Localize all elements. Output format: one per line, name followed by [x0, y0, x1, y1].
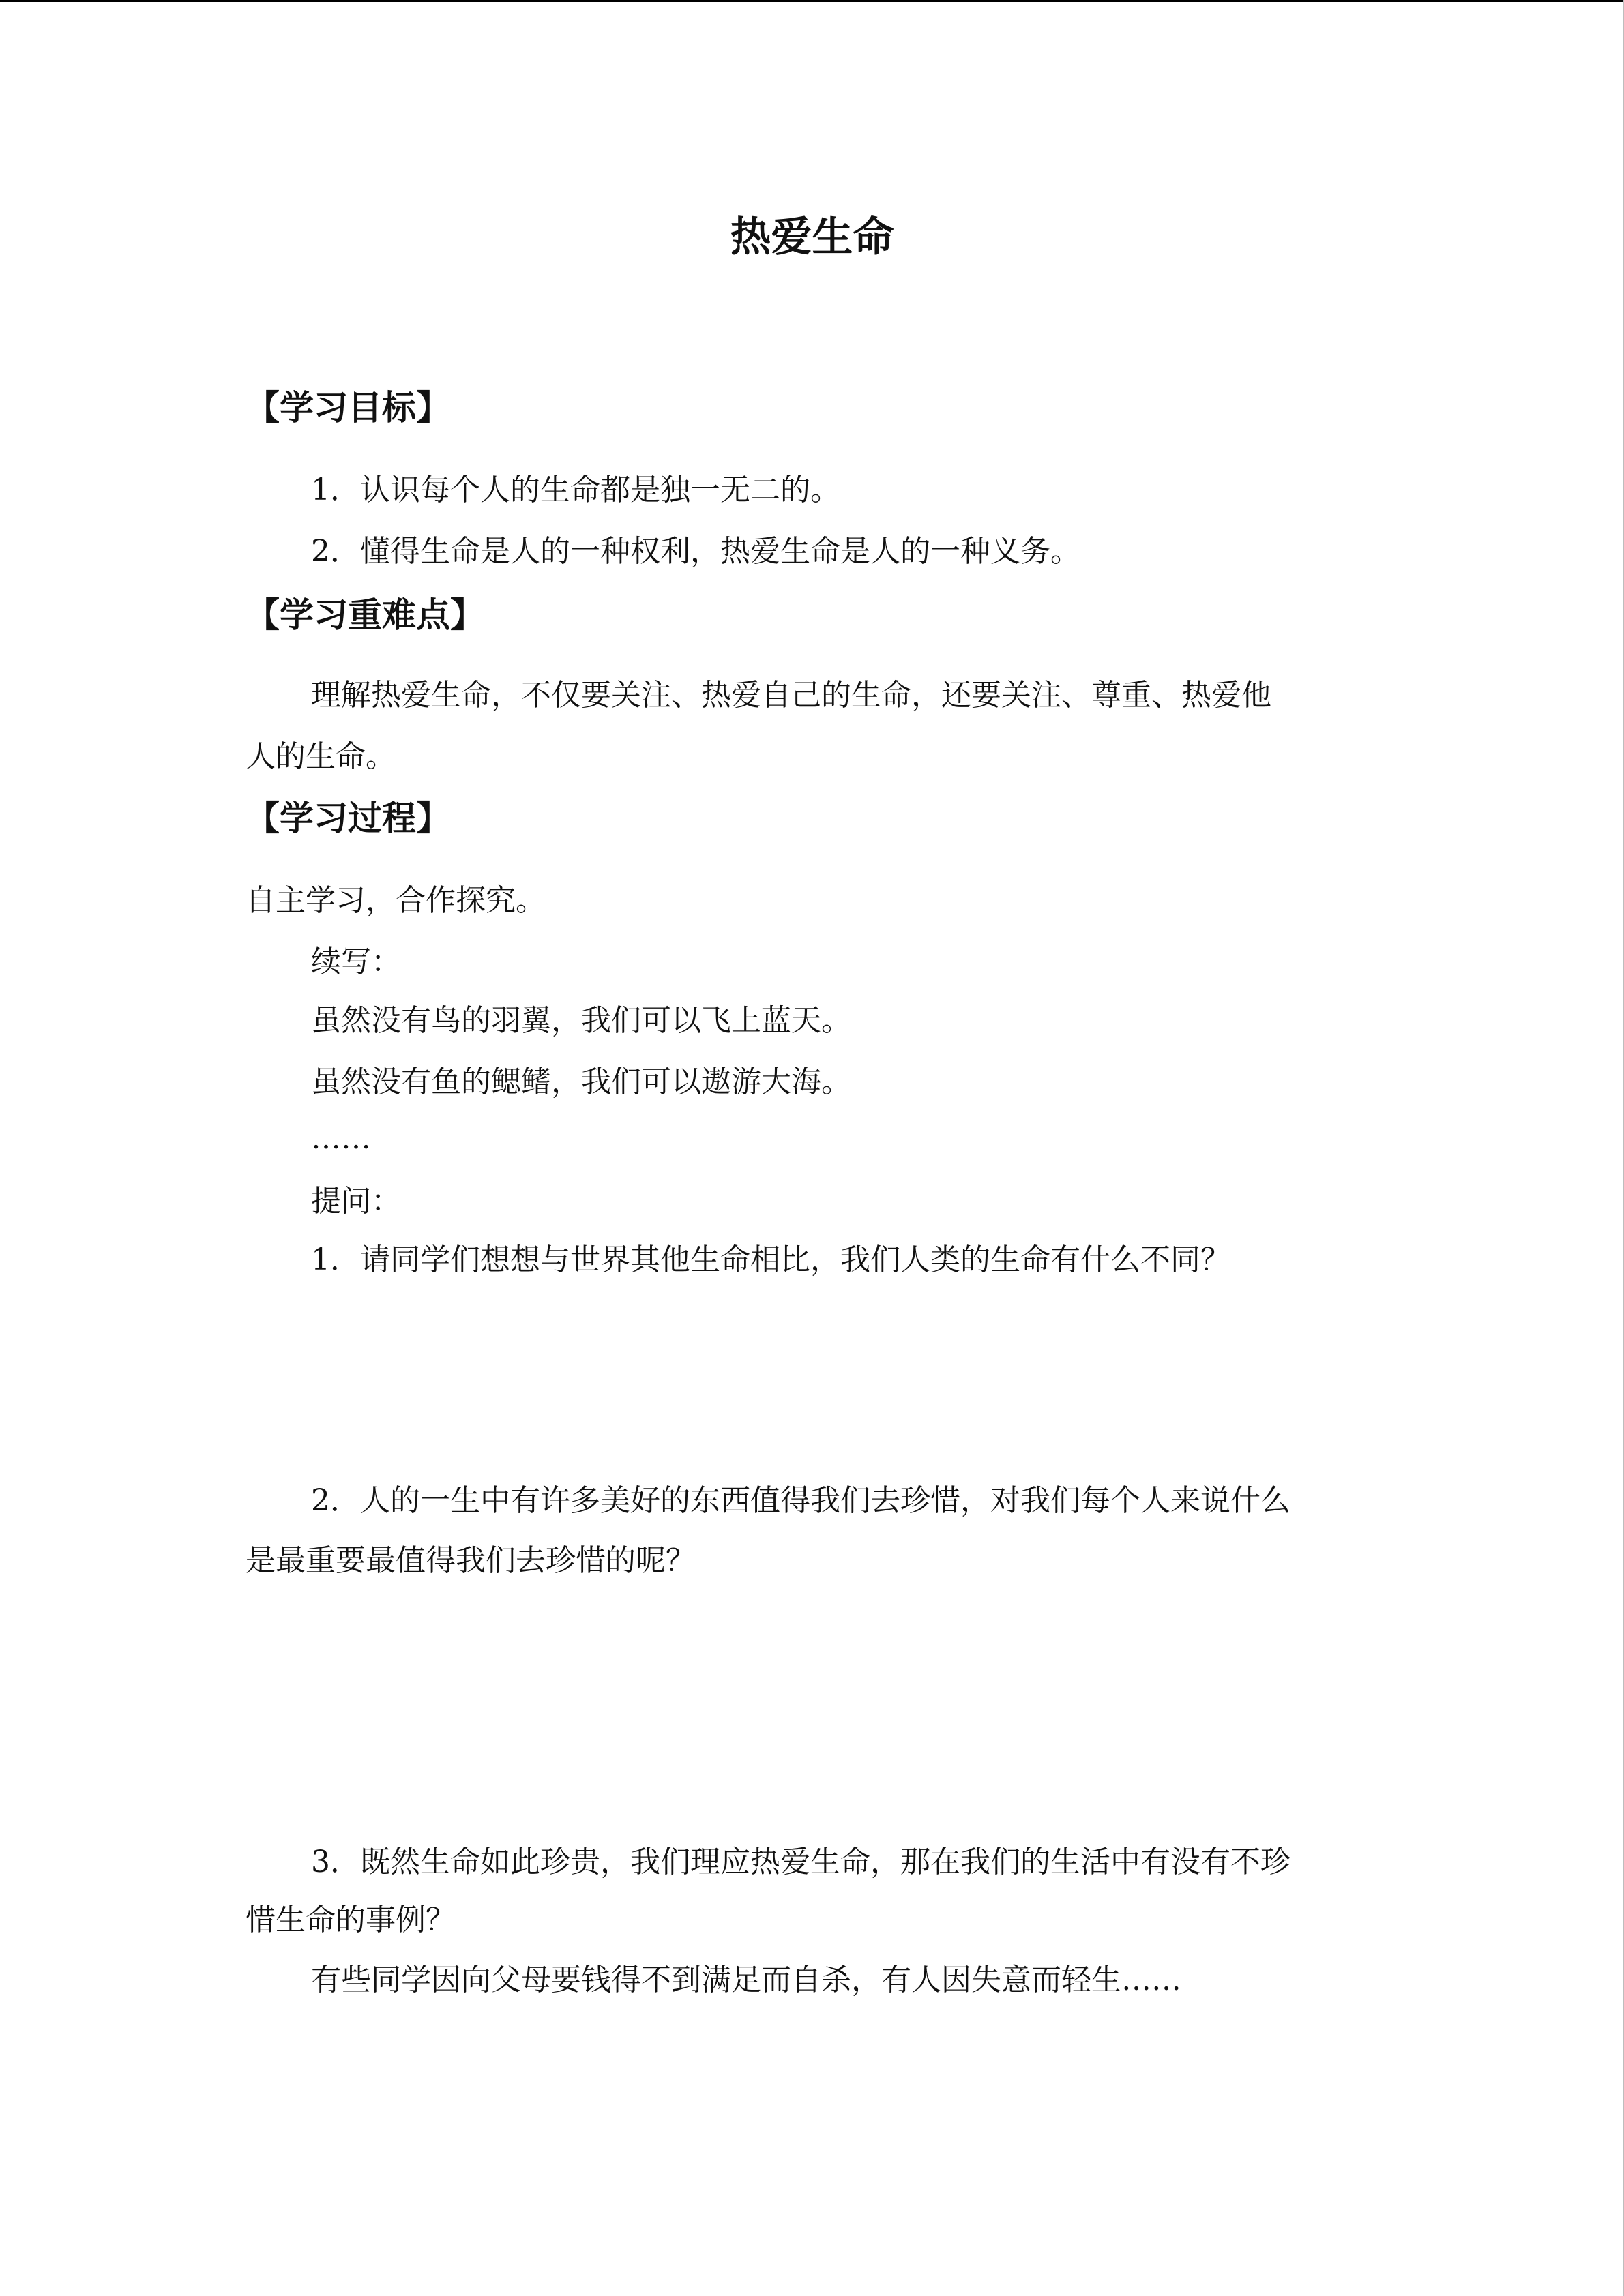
goal-item-2: 2．懂得生命是人的一种权利，热爱生命是人的一种义务。 — [311, 534, 1080, 569]
question-1: 1．请同学们想想与世界其他生命相比，我们人类的生命有什么不同？ — [311, 1242, 1230, 1277]
page-top-border — [0, 0, 1624, 2]
question-label: 提问： — [311, 1184, 401, 1219]
page-title: 热爱生命 — [730, 213, 894, 261]
key-points-heading: 【学习重难点】 — [246, 595, 484, 635]
continue-ellipsis: …… — [311, 1121, 371, 1156]
continue-label: 续写： — [311, 944, 401, 979]
process-heading: 【学习过程】 — [246, 799, 450, 838]
question-3-line-2: 惜生命的事例？ — [246, 1903, 456, 1937]
goals-heading: 【学习目标】 — [246, 388, 450, 428]
key-points-line-1: 理解热爱生命，不仅要关注、热爱自己的生命，还要关注、尊重、热爱他 — [311, 678, 1271, 713]
question-3-line-1: 3．既然生命如此珍贵，我们理应热爱生命，那在我们的生活中有没有不珍 — [311, 1845, 1290, 1879]
process-intro: 自主学习，合作探究。 — [246, 883, 546, 918]
continue-line-1: 虽然没有鸟的羽翼，我们可以飞上蓝天。 — [311, 1003, 851, 1038]
goal-item-1: 1．认识每个人的生命都是独一无二的。 — [311, 473, 840, 507]
key-points-line-2: 人的生命。 — [246, 739, 396, 774]
question-2-line-1: 2．人的一生中有许多美好的东西值得我们去珍惜，对我们每个人来说什么 — [311, 1483, 1290, 1518]
example-text: 有些同学因向父母要钱得不到满足而自杀，有人因失意而轻生…… — [311, 1963, 1181, 1997]
continue-line-2: 虽然没有鱼的鳃鳍，我们可以遨游大海。 — [311, 1064, 851, 1099]
question-2-line-2: 是最重要最值得我们去珍惜的呢？ — [246, 1543, 696, 1578]
